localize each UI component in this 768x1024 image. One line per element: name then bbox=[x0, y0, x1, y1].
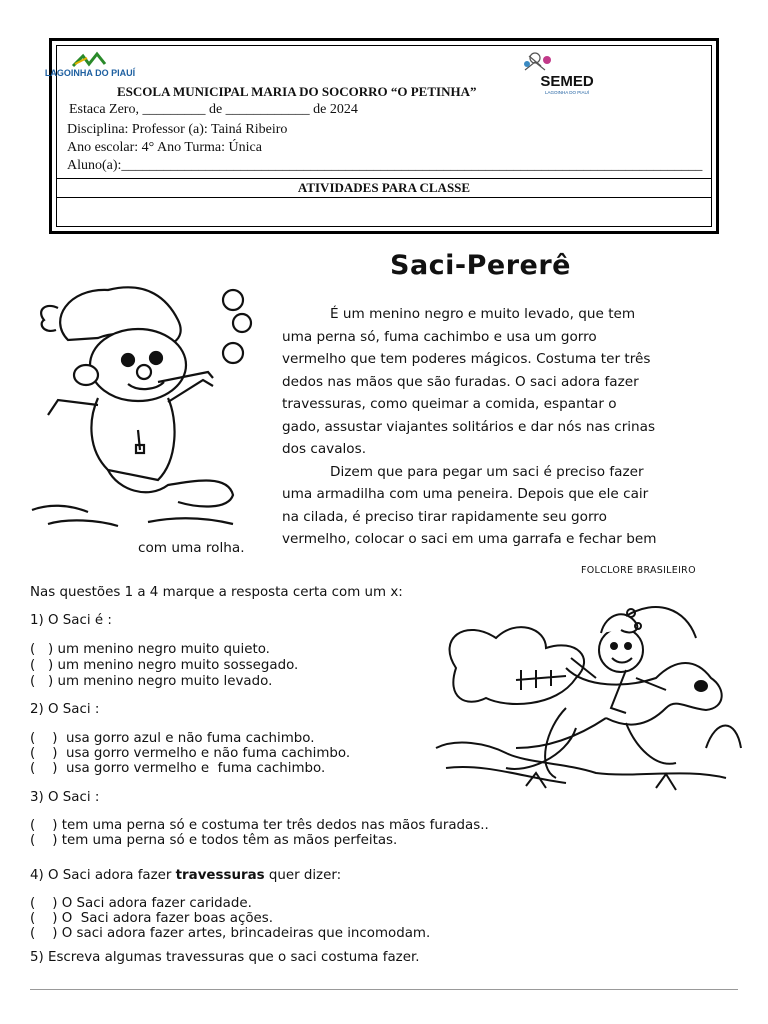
question-2-option-1: ( ) usa gorro azul e não fuma cachimbo. bbox=[30, 731, 315, 746]
student-line: Aluno(a):___________________________________________________________________________________ bbox=[67, 158, 703, 173]
school-name: ESCOLA MUNICIPAL MARIA DO SOCORRO “O PETINHA” bbox=[117, 84, 477, 99]
header-inner-frame bbox=[44, 45, 712, 227]
semed-logo-text: SEMED bbox=[540, 73, 594, 90]
question-4-option-3: ( ) O saci adora fazer artes, brincadeiras que incomodam. bbox=[30, 926, 431, 941]
story-line: vermelho, colocar o saci em uma garrafa e fechar bem bbox=[282, 531, 657, 547]
story-source: FOLCLORE BRASILEIRO bbox=[581, 565, 696, 576]
question-1-option-3: ( ) um menino negro muito levado. bbox=[30, 674, 273, 689]
activities-heading: ATIVIDADES PARA CLASSE bbox=[57, 178, 711, 198]
question-1-option-1: ( ) um menino negro muito quieto. bbox=[30, 642, 270, 657]
question-3-option-2: ( ) tem uma perna só e todos têm as mãos perfeitas. bbox=[30, 833, 398, 848]
story-line: vermelho que tem poderes mágicos. Costuma ter três bbox=[282, 351, 651, 367]
question-1-option-2: ( ) um menino negro muito sossegado. bbox=[30, 658, 299, 673]
semed-logo bbox=[515, 48, 595, 96]
question-2-option-2: ( ) usa gorro vermelho e não fuma cachimbo. bbox=[30, 746, 351, 761]
story-title: Saci-Pererê bbox=[390, 250, 571, 281]
story-text bbox=[282, 303, 722, 551]
discipline-line: Disciplina: Professor (a): Tainá Ribeiro bbox=[67, 122, 288, 137]
saci-smoking-illustration bbox=[28, 280, 258, 535]
question-1-label: 1) O Saci é : bbox=[30, 613, 112, 628]
instructions: Nas questões 1 a 4 marque a resposta certa com um x: bbox=[30, 585, 403, 600]
story-line: dos cavalos. bbox=[282, 441, 367, 457]
story-line: travessuras, como queimar a comida, espantar o bbox=[282, 396, 617, 412]
question-2-option-3: ( ) usa gorro vermelho e fuma cachimbo. bbox=[30, 761, 326, 776]
story-line: uma perna só, fuma cachimbo e usa um gorro bbox=[282, 328, 597, 345]
story-line: na cilada, é preciso tirar rapidamente seu gorro bbox=[282, 508, 607, 525]
question-3-label: 3) O Saci : bbox=[30, 790, 100, 805]
grade-line: Ano escolar: 4° Ano Turma: Única bbox=[67, 140, 262, 155]
question-2-label: 2) O Saci : bbox=[30, 702, 100, 717]
question-4-label-pre: 4) O Saci adora fazer bbox=[30, 868, 176, 883]
story-tail: com uma rolha. bbox=[138, 540, 245, 556]
lagoinha-logo-text: LAGOINHA DO PIAUÍ bbox=[44, 68, 136, 78]
header-frame bbox=[44, 38, 719, 234]
story-line: É um menino negro e muito levado, que tem bbox=[330, 306, 636, 322]
lagoinha-logo bbox=[44, 52, 136, 92]
story-line: uma armadilha com uma peneira. Depois que ele cair bbox=[282, 486, 649, 502]
story-line: gado, assustar viajantes solitários e dar nós nas crinas bbox=[282, 418, 656, 435]
question-5-label: 5) Escreva algumas travessuras que o saci costuma fazer. bbox=[30, 950, 420, 965]
question-4-option-1: ( ) O Saci adora fazer caridade. bbox=[30, 896, 252, 911]
saci-riding-horse-illustration bbox=[426, 598, 746, 798]
footer-divider bbox=[30, 989, 738, 990]
story-line: Dizem que para pegar um saci é preciso fazer bbox=[330, 463, 644, 480]
question-4-option-2: ( ) O Saci adora fazer boas ações. bbox=[30, 911, 274, 926]
question-3-option-1: ( ) tem uma perna só e costuma ter três dedos nas mãos furadas.. bbox=[30, 818, 489, 833]
question-4-label bbox=[30, 868, 341, 883]
semed-logo-subtext: LAGOINHA DO PIAUÍ bbox=[544, 90, 590, 95]
question-4-label-bold: travessuras bbox=[175, 868, 265, 883]
question-4-label-post: quer dizer: bbox=[264, 868, 342, 883]
story-line: dedos nas mãos que são furadas. O saci adora fazer bbox=[282, 373, 639, 390]
date-line: Estaca Zero, _________ de ____________ de 2024 bbox=[69, 102, 358, 117]
